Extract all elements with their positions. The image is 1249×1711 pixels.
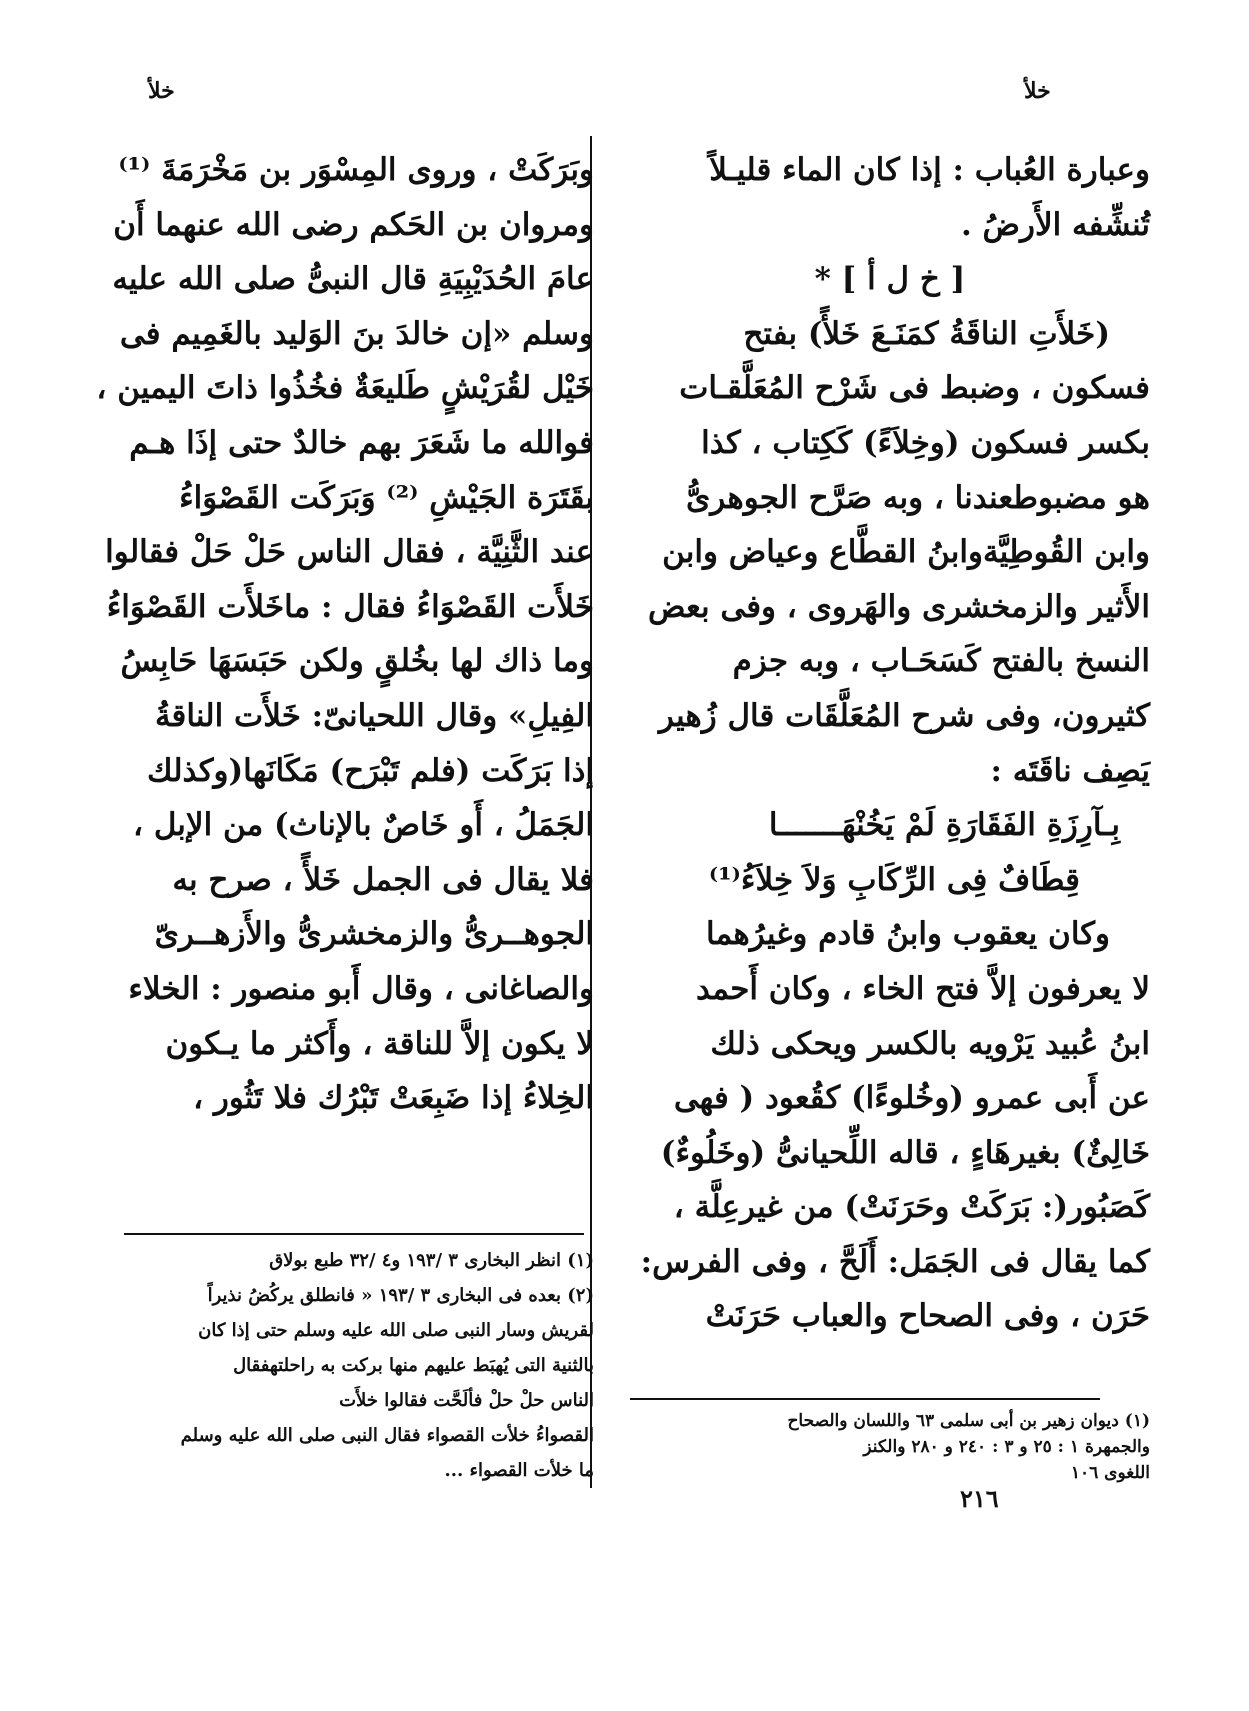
text-line: كَصَبُور(: بَرَكَتْ وحَرَنَتْ) من غيرعِلَّة ، <box>673 1189 1150 1226</box>
footnote-line: اللغوى ١٠٦ <box>1070 1463 1150 1483</box>
text-line: فسكون ، وضبط فى شَرْح المُعَلَّقـات <box>679 370 1150 407</box>
text-line: هو مضبوطعندنا ، وبه صَرَّح الجوهرىُّ <box>686 479 1150 516</box>
text-line: بقَتَرَة الجَيْشِ ⁽²⁾ وَبَرَكَت القَصْوَاءُ <box>179 479 594 516</box>
footnote-line: (١) ديوان زهير بن أبى سلمى ٦٣ واللسان والصحاح <box>787 1411 1150 1431</box>
text-column-right <box>630 143 1150 1344</box>
footnote-line: القصواءُ خلأت القصواء فقال النبى صلى الله عليه وسلم <box>180 1425 594 1446</box>
text-line: وسلم «إن خالدَ بنَ الوَليد بالغَمِيم فى <box>119 315 594 352</box>
text-line: حَرَن ، وفى الصحاح والعباب حَرَنَتْ <box>705 1298 1150 1335</box>
footnote-line: (١) انظر البخارى ٣ /١٩٣ و٤ /٣٢ طبع بولاق <box>269 1250 594 1271</box>
text-line: يَصِف ناقَتَه : <box>990 752 1150 789</box>
footnote-line: (٢) بعده فى البخارى ٣ /١٩٣ « فانطلق يركُضُ نذيراً <box>207 1285 594 1306</box>
running-header-left: خلأ <box>148 78 175 104</box>
footnote-line: لقريش وسار النبى صلى الله عليه وسلم حتى إذا كان <box>198 1320 594 1341</box>
text-line: الفِيلِ» وقال اللحيانىّ: خَلأَت الناقةُ <box>154 697 594 734</box>
text-line: ومروان بن الحَكم رضى الله عنهما أَن <box>113 206 594 243</box>
text-column-left <box>96 143 594 1126</box>
verse-line: قِطَافٌ فِى الرِّكَابِ وَلاَ خِلاَءُ⁽¹⁾ <box>708 861 1080 898</box>
text-line: وابن القُوطِيَّةوابنُ القطَّاع وعياض وابن <box>662 534 1150 571</box>
text-line: تُنشِّفه الأَرضُ . <box>960 206 1150 243</box>
footnote-line: الناس حلْ حلْ فألَحَّت فقالوا خلأَت <box>339 1390 594 1411</box>
entry-heading: [ خ ل أ ] * <box>814 261 966 298</box>
footnote-line: والجمهرة ١ : ٢٥ و ٣ : ٢٤٠ و ٢٨٠ والكنز <box>863 1437 1150 1457</box>
verse-line: بِـآرِزَةِ الفَقَارَةِ لَمْ يَخُنْهَـــــــا <box>768 807 1120 844</box>
text-line: والصاغانى ، وقال أَبو منصور : الخلاء <box>128 970 594 1007</box>
text-line: بكسر فسكون (وخِلاَءً) كَكِتاب ، كذا <box>701 424 1150 461</box>
text-line: الجَمَلُ ، أَو خَاصٌ بالإناث) من الإبل ، <box>133 807 594 844</box>
footnotes-right <box>630 1408 1150 1486</box>
page-number: ٢١٦ <box>960 1484 999 1513</box>
text-line: وبَرَكَتْ ، وروى المِسْوَر بن مَخْرَمَةَ ⁽¹⁾ <box>118 152 594 188</box>
text-line: وعبارة العُباب : إذا كان الماء قليـلاً <box>709 152 1150 188</box>
footnote-line: بالثنية التى يُهبَط عليهم منها بركت به راحلتهفقال <box>233 1355 594 1376</box>
running-header-right: خلأ <box>1024 78 1051 104</box>
text-line: وكان يعقوب وابنُ قادم وغيرُهما <box>706 916 1110 953</box>
text-line: النسخ بالفتح كَسَحَـاب ، وبه جزم <box>732 643 1150 680</box>
text-line: كثيرون، وفى شرح المُعَلَّقَات قال زُهير <box>658 697 1150 734</box>
text-line: كما يقال فى الجَمَل: أَلَحَّ ، وفى الفرس: <box>640 1243 1150 1280</box>
text-line: خَيْل لقُرَيْشٍ طَليعَةٌ فخُذُوا ذاتَ اليمين ، <box>96 370 594 407</box>
text-line: إذا بَرَكَت (فلم تَبْرَح) مَكَانَها(وكذلك <box>146 752 594 789</box>
text-line: وما ذاك لها بخُلقٍ ولكن حَبَسَهَا حَابِسُ <box>120 643 594 680</box>
text-line: الأَثير والزمخشرى والهَروى ، وفى بعض <box>648 588 1150 625</box>
text-line: عن أَبى عمرو (وخُلوءًا) كقُعود ( فهى <box>673 1080 1150 1117</box>
text-line: خَلأَت القَصْوَاءُ فقال : ماخَلأَت القَصْوَاءُ <box>106 588 594 625</box>
text-line: فلا يقال فى الجمل خَلأً ، صرح به <box>172 861 594 898</box>
text-line: لا يكون إلاَّ للناقة ، وأَكثر ما يـكون <box>165 1025 594 1062</box>
text-line: (خَلأَتِ الناقَةُ كمَنَـعَ خَلأً) بفتح <box>743 315 1110 352</box>
footnotes-left <box>124 1243 594 1488</box>
footnote-line: ما خلأت القصواء ... <box>444 1460 594 1481</box>
text-line: عند الثَّنِيَّة ، فقال الناس حَلْ حَلْ فقالوا <box>105 534 594 571</box>
text-line: الخِلاءُ إذا ضَبِعَتْ تَبْرُك فلا تَثُور ، <box>193 1080 594 1117</box>
text-line: لا يعرفون إلاَّ فتح الخاء ، وكان أَحمد <box>696 970 1150 1007</box>
text-line: الجوهــرىُّ والزمخشرىُّ والأَزهــرىّ <box>154 916 594 953</box>
text-line: عامَ الحُدَيْبِيَةِ قال النبىُّ صلى الله عليه <box>112 261 594 298</box>
text-line: فوالله ما شَعَرَ بهم خالدٌ حتى إذَا هـم <box>129 424 594 461</box>
footnote-rule-right <box>630 1398 1100 1400</box>
footnote-rule-left <box>124 1233 584 1235</box>
text-line: ابنُ عُبيد يَرْويه بالكسر ويحكى ذلك <box>710 1025 1150 1062</box>
text-line: خَالِئٌ) بغيرهَاءٍ ، قاله اللِّحيانىُّ (وخَلُوءٌ) <box>660 1134 1150 1171</box>
